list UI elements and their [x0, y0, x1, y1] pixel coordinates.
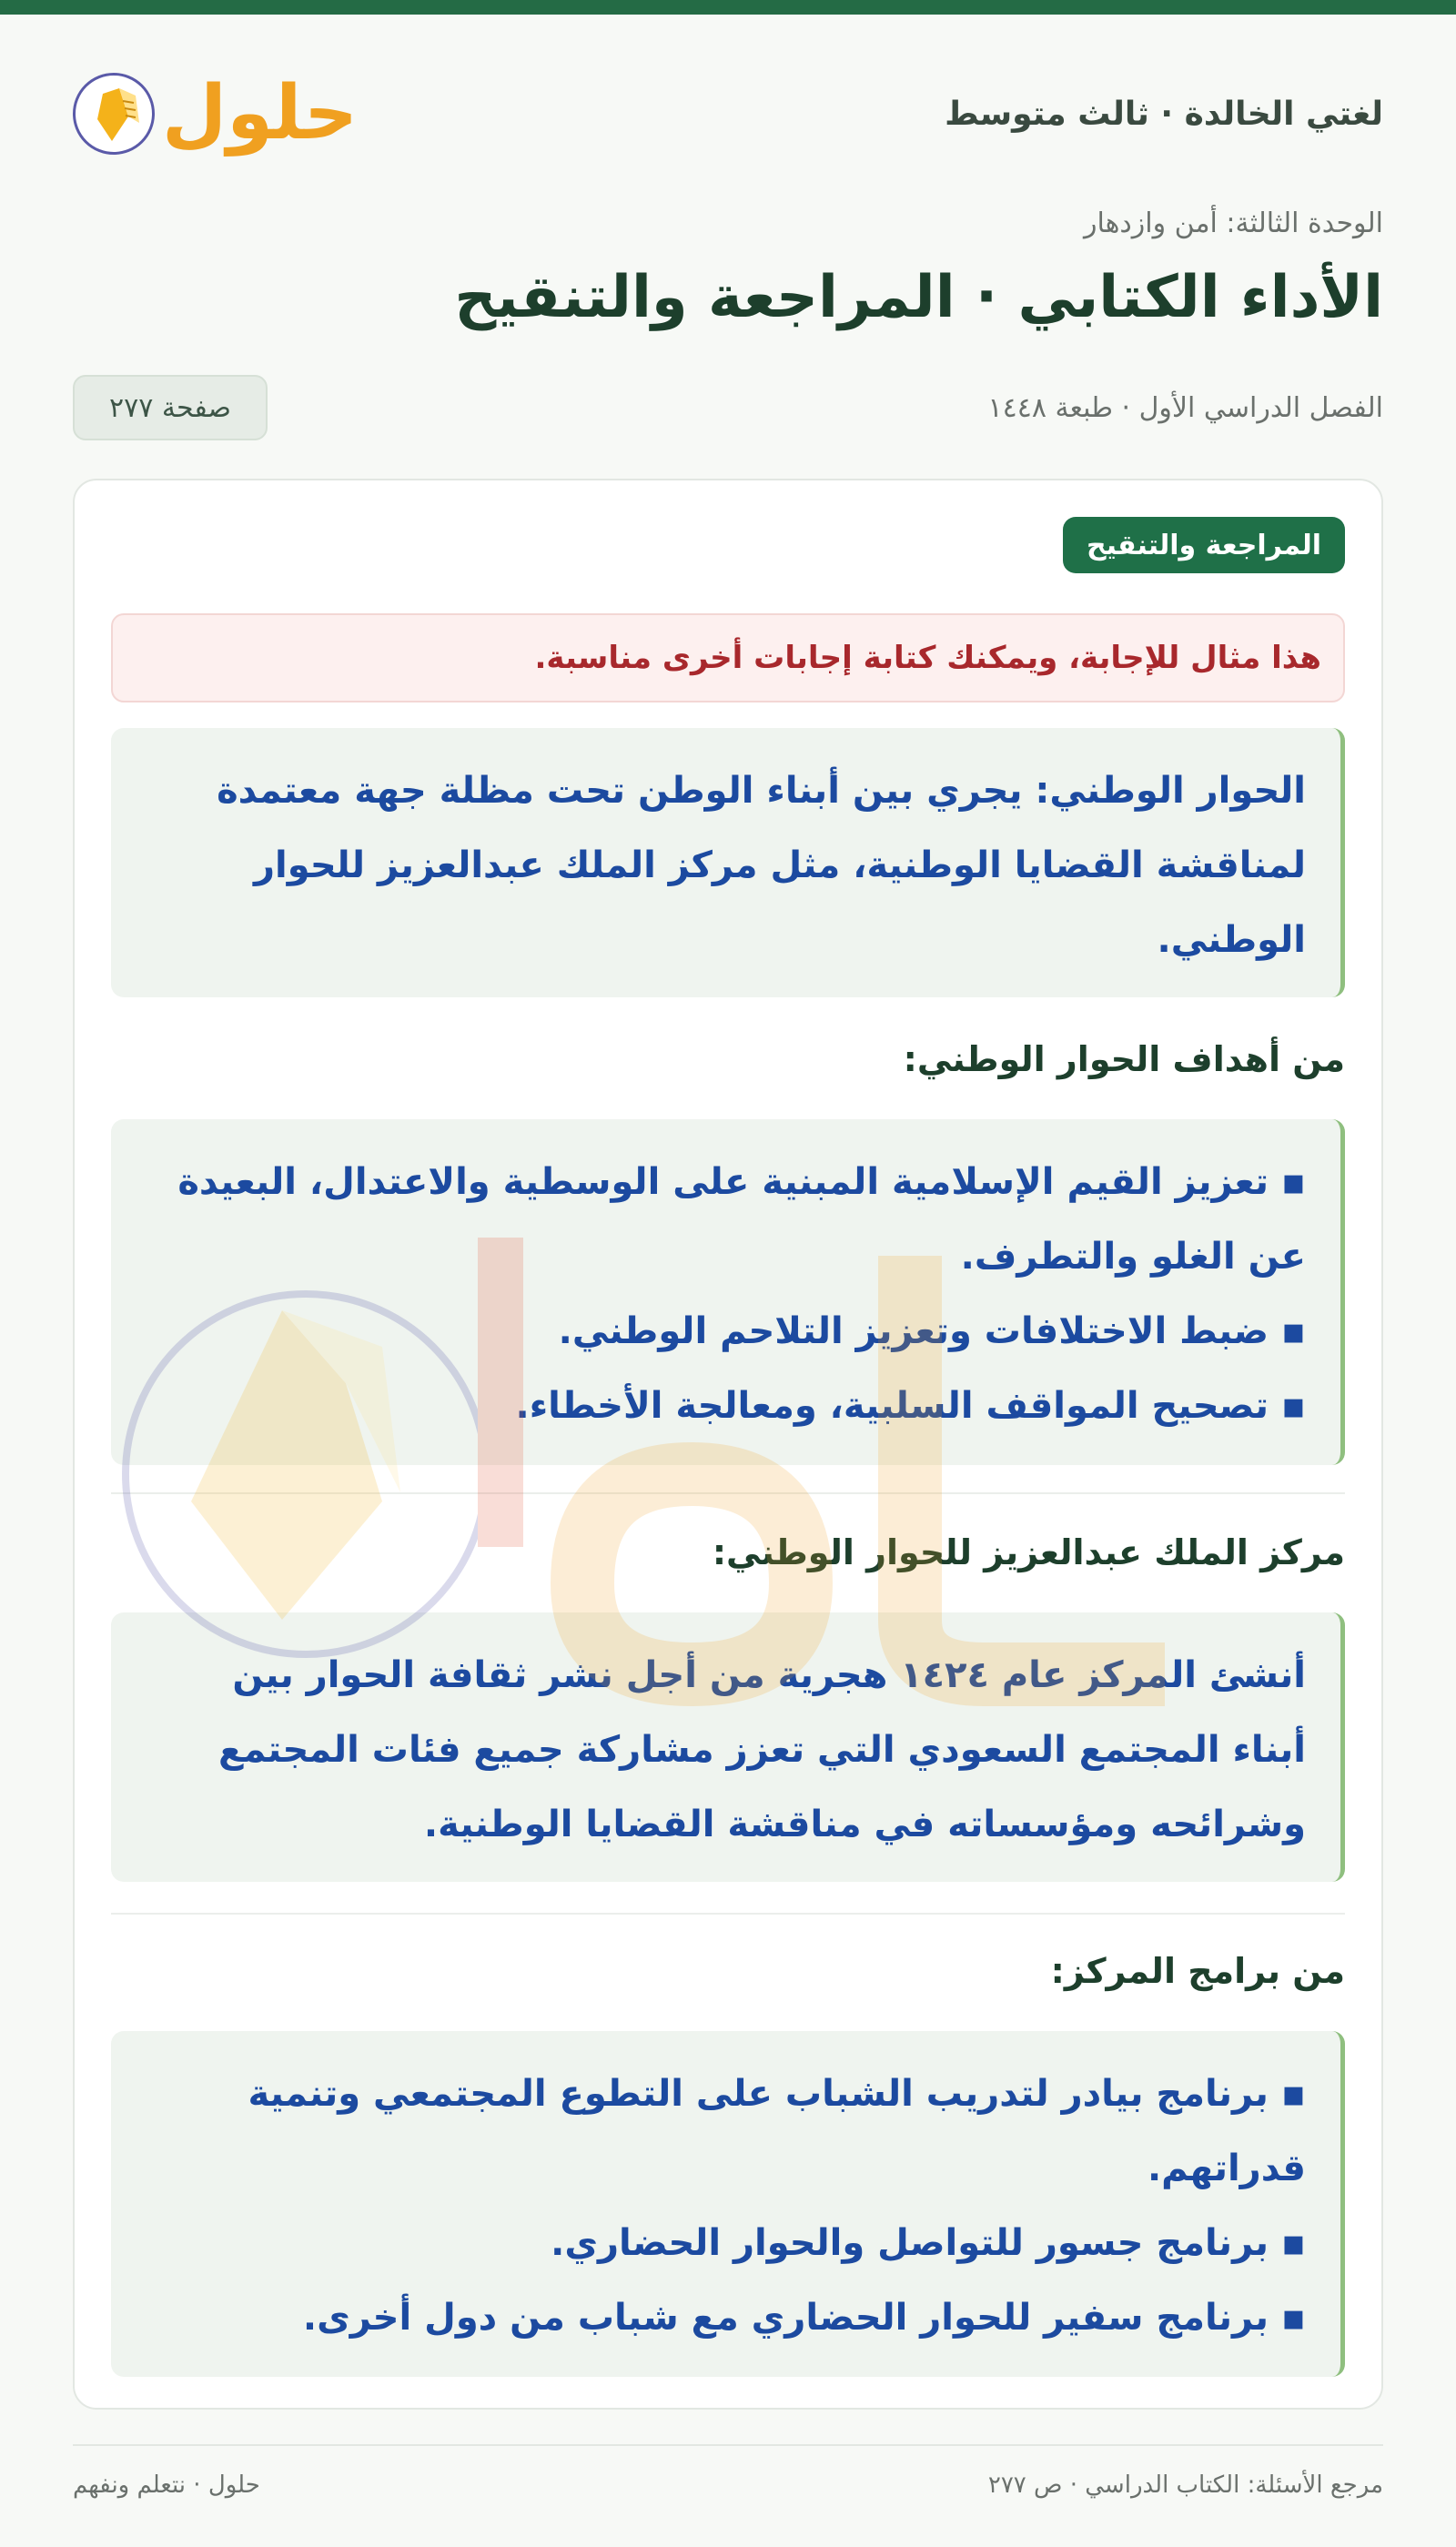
page-footer: [73, 2471, 1383, 2499]
program-item: ▪ برنامج سفير للحوار الحضاري مع شباب من دول أخرى.: [302, 2297, 1306, 2339]
center-line: أبناء المجتمع السعودي التي تعزز مشاركة جميع فئات المجتمع: [218, 1729, 1306, 1771]
site-logo[interactable]: [73, 70, 359, 157]
programs-heading: من برامج المركز:: [1050, 1951, 1345, 1991]
goal-item: ▪ تعزيز القيم الإسلامية المبنية على الوسطية والاعتدال، البعيدة: [177, 1161, 1306, 1203]
answer-card: [73, 479, 1383, 2410]
center-box: [111, 1612, 1345, 1882]
unit-label: الوحدة الثالثة: أمن وازدهار: [1083, 207, 1383, 239]
definition-line: لمناقشة القضايا الوطنية، مثل مركز الملك عبدالعزيز للحوار: [254, 844, 1306, 886]
footer-source: مرجع الأسئلة: الكتاب الدراسي · ص ٢٧٧: [987, 2471, 1383, 2499]
page-title: الأداء الكتابي · المراجعة والتنقيح: [454, 264, 1383, 331]
footer-brand: حلول · نتعلم ونفهم: [73, 2471, 260, 2499]
semester-label: الفصل الدراسي الأول · طبعة ١٤٤٨: [987, 391, 1383, 424]
book-logo-icon: [73, 73, 155, 155]
goals-box: [111, 1119, 1345, 1465]
goal-item-continued: عن الغلو والتطرف.: [960, 1236, 1306, 1278]
center-line: وشرائحه ومؤسساته في مناقشة القضايا الوطنية.: [423, 1804, 1306, 1845]
sample-answer-note: هذا مثال للإجابة، ويمكنك كتابة إجابات أخرى مناسبة.: [111, 613, 1345, 702]
center-line: أنشئ المركز عام ١٤٢٤ هجرية من أجل نشر ثقافة الحوار بين: [232, 1654, 1306, 1696]
page-number-badge: صفحة ٢٧٧: [73, 375, 268, 440]
definition-box: [111, 728, 1345, 997]
program-item-continued: قدراتهم.: [1147, 2148, 1306, 2189]
programs-box: [111, 2031, 1345, 2377]
book-title: لغتي الخالدة · ثالث متوسط: [945, 95, 1383, 133]
program-item: ▪ برنامج جسور للتواصل والحوار الحضاري.: [551, 2222, 1306, 2264]
goals-heading: من أهداف الحوار الوطني:: [903, 1039, 1345, 1079]
meta-row: [73, 375, 1383, 440]
top-accent-bar: [0, 0, 1456, 15]
logo-text: حلول: [162, 70, 359, 157]
definition-line: الحوار الوطني: يجري بين أبناء الوطن تحت مظلة جهة معتمدة: [217, 770, 1306, 812]
page-header: [73, 55, 1383, 173]
center-heading: مركز الملك عبدالعزيز للحوار الوطني:: [712, 1532, 1345, 1572]
goal-item: ▪ ضبط الاختلافات وتعزيز التلاحم الوطني.: [558, 1310, 1306, 1352]
goal-item: ▪ تصحيح المواقف السلبية، ومعالجة الأخطاء.: [515, 1385, 1306, 1427]
section-divider: [111, 1492, 1345, 1494]
definition-line: الوطني.: [1157, 919, 1306, 961]
program-item: ▪ برنامج بيادر لتدريب الشباب على التطوع المجتمعي وتنمية: [248, 2073, 1306, 2115]
footer-divider: [73, 2444, 1383, 2446]
section-divider: [111, 1913, 1345, 1915]
section-tag: المراجعة والتنقيح: [1063, 517, 1345, 573]
